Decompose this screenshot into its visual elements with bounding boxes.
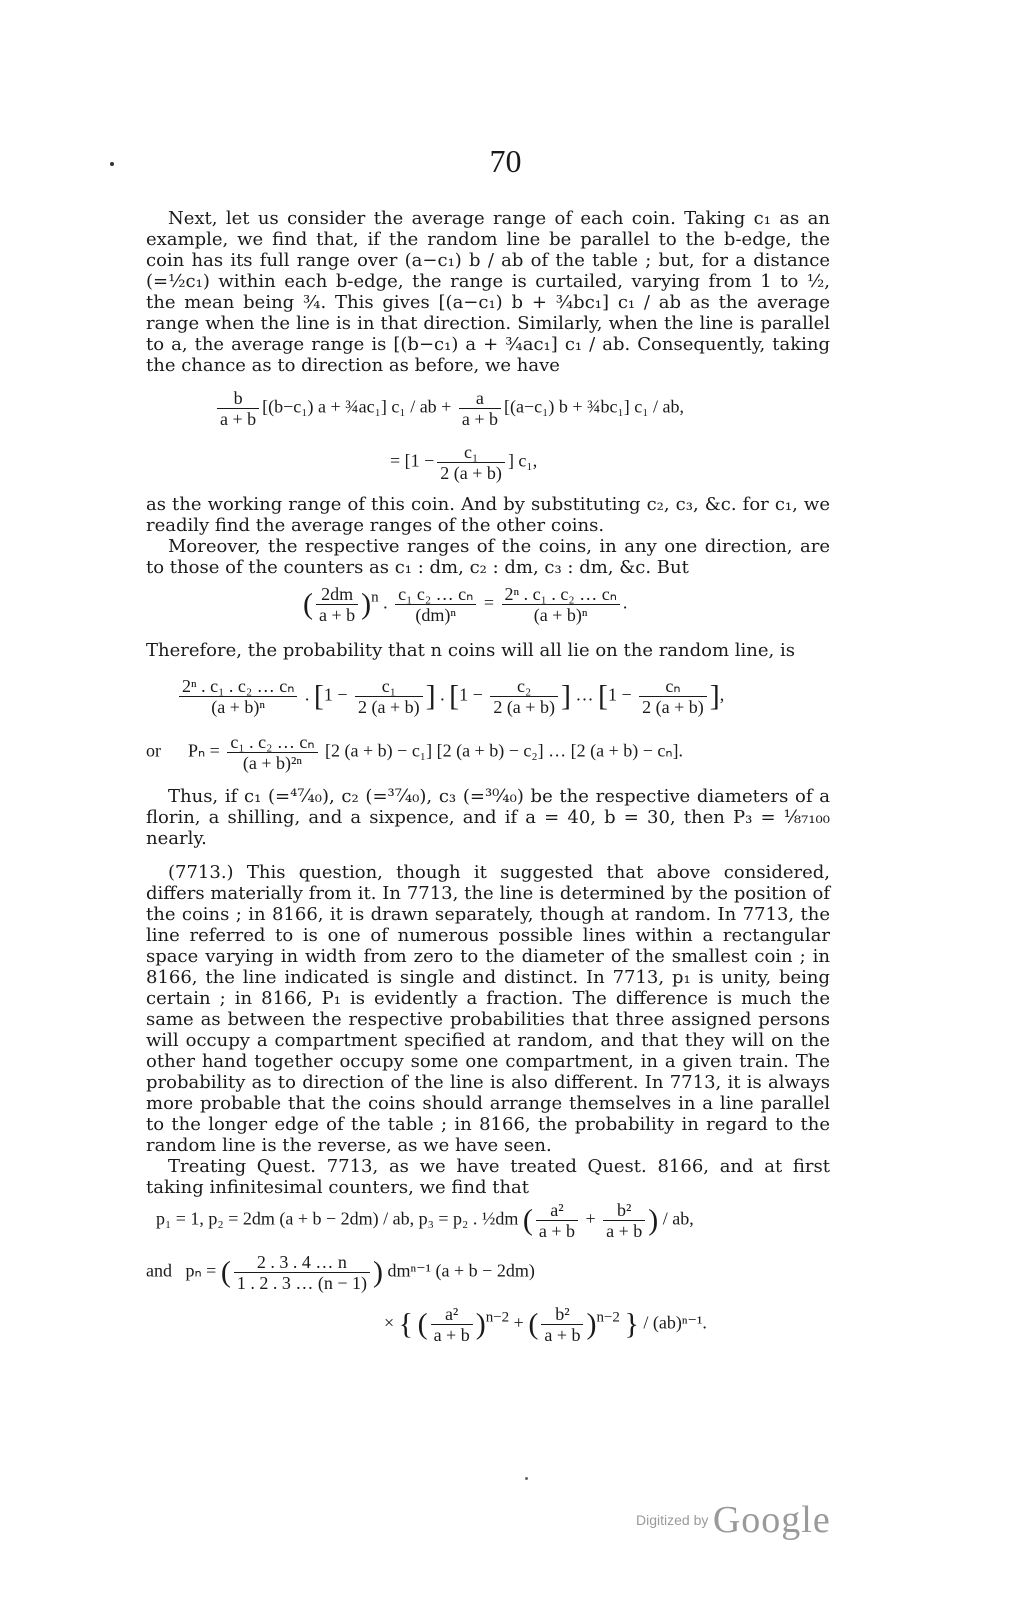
equation-pn-continued: × { ( $\frac{\text{a²}}{a + b}$ )$^{n-2}$ + ( $\frac{\text{b²}}{a + b}$ )$^{n-2}$ } / (ab)ⁿ⁻¹. — [384, 1304, 707, 1345]
paragraph-average-range: Next, let us consider the average range of each coin. Taking c₁ as an example, we find that, if the random line be parallel to the b-edge, the coin has its full range over (a−c₁) b / ab of the table ; but, for a distance (=½c₁) within each b-edge, the range is curtailed, varying from 1 to ½, the mean being ¾. This gives [(a−c₁) b + ¾bc₁] c₁ / ab as the average range when the line is in that direction. Similarly, when the line is parallel to a, the average range is [(b−c₁) a + ¾ac₁] c₁ / ab. Consequently, taking the chance as to direction as before, we have — [146, 208, 830, 376]
equation-working-range: $\frac{b}{a + b}$ [(b−c₁) a + ¾ac₁] c₁ / ab + $\frac{a}{a + b}$ [(a−c₁) b + ¾bc₁] c₁ / ab, — [214, 388, 684, 429]
page-number: 70 — [489, 143, 522, 179]
paragraph-working-range: as the working range of this coin. And by substituting c₂, c₃, &c. for c₁, we readily find the average ranges of the other coins. Moreover, the respective ranges of the coins, in any one direction, are to those of the counters as c₁ : dm, c₂ : dm, c₃ : dm, &c. But — [146, 494, 830, 578]
equation-pn-general: and pₙ = ( $\frac{2 . 3 . 4 \dots n}{1 . 2 . 3 \dots (n - 1)}$ ) dmⁿ⁻¹ (a + b − 2dm) — [146, 1252, 535, 1293]
equation-p-values: p₁ = 1, p₂ = 2dm (a + b − 2dm) / ab, p₃ = p₂ . ½dm ( $\frac{\text{a²}}{a + b}$ + $\frac{\text{b²}}{a + b}$ ) / ab, — [156, 1200, 694, 1241]
equation-probability: $\frac{\text{2ⁿ . c₁ . c₂ … cₙ}}{\text{(a + b)ⁿ}}$ . [1 − $\frac{\text{c₁}}{2 (a + b)}$ ] . [1 − $\frac{\text{c₂}}{2 (a + b)}$ ] … [1 − $\frac{\text{cₙ}}{2 (a + b)}$ ], — [176, 676, 724, 717]
equation-working-range-result: = [1 − $\frac{\text{c₁}}{2 (a + b)}$ ] c₁, — [390, 442, 538, 483]
paragraph-probability: Therefore, the probability that n coins will all lie on the random line, is — [146, 640, 795, 661]
equation-pn: or Pₙ = $\frac{\text{c₁ . c₂ … cₙ}}{\text{(a + b)²ⁿ}}$ [2 (a + b) − c₁] [2 (a + b) − c₂] … [2 (a + b) − cₙ]. — [146, 732, 684, 773]
equation-ratio: ( $\frac{2dm}{a + b}$ )$^n$ . $\frac{\text{c₁ c₂ … cₙ}}{\text{(dm)ⁿ}}$ = $\frac{\text{2ⁿ . c₁ . c₂ … cₙ}}{\text{(a + b)ⁿ}}$ . — [303, 584, 628, 625]
paragraph-example: Thus, if c₁ (=⁴⁷⁄₄₀), c₂ (=³⁷⁄₄₀), c₃ (=³⁰⁄₄₀) be the respective diameters of a florin, a shilling, and a sixpence, and if a = 40, b = 30, then P₃ = ¹⁄₈₇₁₀₀ nearly. — [146, 786, 830, 849]
digitized-by-google-watermark: Digitized by Google — [636, 1499, 831, 1541]
stray-mark — [525, 1477, 528, 1480]
paragraph-7713: (7713.) This question, though it suggested that above considered, differs materially from it. In 7713, the line is determined by the position of the coins ; in 8166, it is drawn separately, though at random. In 7713, the line referred to is one of numerous possible lines within a rectangular space varying in width from zero to the diameter of the smallest coin ; in 8166, the line indicated is single and distinct. In 7713, p₁ is unity, being certain ; in 8166, P₁ is evidently a fraction. The difference is much the same as between the respective probabilities that three assigned persons will occupy a compartment specified at random, and that they will on the other hand together occupy some one compartment, in a given train. The probability as to direction of the line is also different. In 7713, it is always more probable that the coins should arrange themselves in a line parallel to the longer edge of the table ; in 8166, the probability in regard to the random line is the reverse, as we have seen. Treating Quest. 7713, as we have treated Quest. 8166, and at first taking infinitesimal counters, we find that — [146, 862, 830, 1198]
